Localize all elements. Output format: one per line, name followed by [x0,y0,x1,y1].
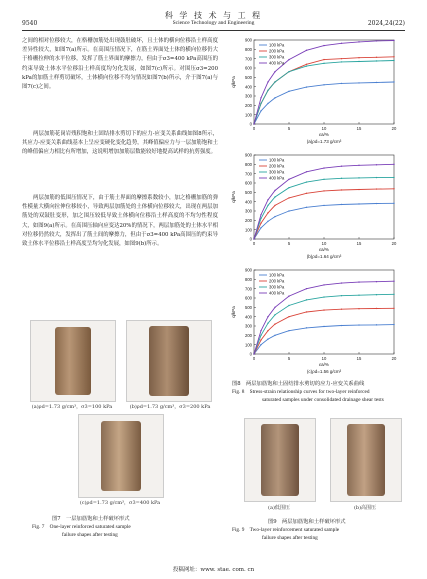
series-line-1 [254,82,394,124]
fig8-chart-c [228,264,406,379]
data-point [393,281,394,282]
series-line-2 [254,54,394,124]
data-point [267,199,268,200]
data-point [358,189,359,190]
data-point [306,299,307,300]
data-point [288,305,289,306]
journal-title-en: Science Technology and Engineering [172,20,255,26]
series-line-1 [254,203,394,239]
data-point [323,179,324,180]
y-tick-label: 700 [245,171,252,177]
x-tick-label: 15 [356,241,362,246]
fig9-title-en-1: Fig. 9 Two-layer reinforcement saturated sample [232,527,340,533]
data-point [274,314,275,315]
y-tick-label: 100 [245,227,252,233]
data-point [323,45,324,46]
data-point [306,50,307,51]
body-paragraph-3: 两层加筋的低围压情况下，由于筋土界面的摩擦系数较小，加之格栅加筋的弹性模量大横向拉伸位移较小，导致两层加筋处的土体横向位移较大，出现在两层加筋处的双鼓肚变形，加之围压较低导致土体横向位移沿土样高度的不均匀性程度大，如图9(a)所示。在高围压轴向应变达20%的情况下，两层加筋处的土体水平相对位移仍然较大，发挥出了筋土间的摩擦力，但由于σ3=400 kPa高围压的约束导致土体水平位移沿土样高度呈均匀化发展，如图9(b)所示。 [22,195,218,248]
y-tick-label: 500 [245,74,252,80]
data-point [267,221,268,222]
y-axis-label: q/kPa [231,76,236,88]
data-point [341,166,342,167]
y-tick-label: 300 [245,323,252,329]
data-point [393,324,394,325]
data-point [341,61,342,62]
fig9-caption-b: (b)高围压 [353,505,377,511]
journal-title-cn: 科 学 技 术 与 工 程 [164,11,263,20]
data-point [376,82,377,83]
data-point [323,326,324,327]
data-point [260,97,261,98]
legend-label-1: 100 kPa [269,42,285,48]
y-tick-label: 500 [245,304,252,310]
data-point [358,295,359,296]
data-point [376,164,377,165]
data-point [288,316,289,317]
data-point [274,323,275,324]
data-point [376,324,377,325]
x-tick-label: 10 [321,126,327,131]
data-point [393,40,394,41]
subplot-label: (b)ρd=1.64 g/cm³ [306,254,342,259]
data-point [306,65,307,66]
data-point [393,60,394,61]
data-point [341,325,342,326]
data-point [323,284,324,285]
legend-label-1: 100 kPa [269,157,285,163]
data-point [306,64,307,65]
y-tick-label: 200 [245,102,252,108]
y-axis-label: q/kPa [231,306,236,318]
y-tick-label: 0 [249,236,252,242]
data-point [306,327,307,328]
fig7-caption-b: (b)ρd=1.73 g/cm³，σ3=200 kPa [129,404,211,410]
data-point [306,181,307,182]
y-tick-label: 800 [245,46,252,52]
legend-label-2: 200 kPa [269,278,285,284]
legend-label-4: 400 kPa [269,290,285,296]
legend-label-4: 400 kPa [269,60,285,66]
fig7-photo-a [30,320,116,402]
subplot-label: (c)ρd=1.56 g/cm³ [306,369,342,374]
y-tick-label: 700 [245,56,252,62]
series-line-3 [254,61,394,125]
data-point [260,344,261,345]
legend-label-3: 300 kPa [269,169,285,175]
figure-7 [22,320,218,542]
y-tick-label: 300 [245,208,252,214]
fig9-caption-a: (a)低围压 [268,505,290,511]
y-tick-label: 900 [245,152,252,158]
data-point [358,177,359,178]
data-point [323,167,324,168]
data-point [358,308,359,309]
data-point [393,203,394,204]
legend-label-2: 200 kPa [269,48,285,54]
fig7-photo-b [126,320,212,402]
data-point [253,353,254,354]
header-rule [22,30,405,31]
fig7-title-en-1: Fig. 7 One-layer reinforced saturated sample [32,524,131,530]
data-point [341,189,342,190]
fig8-title-cn: 图8 两层加筋饱和土固结排水剪切的应力-应变关系曲线 [232,381,365,387]
y-tick-label: 200 [245,332,252,338]
fig7-photo-c [78,414,164,498]
data-point [288,179,289,180]
data-point [393,188,394,189]
fig7-caption-a: (a)ρd=1.73 g/cm³，σ3=100 kPa [31,404,113,410]
data-point [274,196,275,197]
page-footer: 投稿网址：www. stae. com. cn [172,567,255,573]
data-point [288,295,289,296]
y-tick-label: 0 [249,121,252,127]
data-point [393,81,394,82]
body-paragraph-2: 两层加筋花岗岩残积饱和土固结排水剪切下的应力-应变关系曲线如图8所示，其应力-应变关系曲线基本上呈应变硬化变化趋势，其峰值偏应力与一层加筋饱和土的峰值偏应力相比有所增加，这说明增加加筋层数能较好地提高试样的抗剪强度。 [22,131,218,156]
y-tick-label: 900 [245,267,252,273]
x-tick-label: 5 [287,356,291,361]
data-point [323,309,324,310]
data-point [306,86,307,87]
x-tick-label: 20 [391,241,397,246]
fig9-title-en-2: failure shapes after testing [262,535,318,541]
data-point [341,295,342,296]
data-point [323,84,324,85]
data-point [341,309,342,310]
data-point [288,59,289,60]
data-point [393,164,394,165]
fig9-photo-a [244,418,316,502]
data-point [267,316,268,317]
data-point [341,83,342,84]
data-point [288,91,289,92]
legend-label-1: 100 kPa [269,272,285,278]
fig8-title-en-1: Fig. 8 Stress-strain relationship curves for two-layer reinforced [232,389,370,395]
fig9-photo-b [330,418,402,502]
data-point [376,188,377,189]
data-point [306,207,307,208]
data-point [267,81,268,82]
y-tick-label: 600 [245,65,252,71]
data-point [260,335,261,336]
data-point [288,187,289,188]
data-point [260,222,261,223]
x-tick-label: 15 [356,126,362,131]
data-point [274,71,275,72]
fig9-title-cn: 图9 两层加筋饱和土样破坏形式 [268,519,346,525]
data-point [274,216,275,217]
data-point [393,294,394,295]
fig8-chart-a [228,34,406,149]
data-point [253,238,254,239]
data-point [341,43,342,44]
data-point [358,61,359,62]
data-point [306,311,307,312]
legend-label-2: 200 kPa [269,163,285,169]
data-point [267,338,268,339]
x-tick-label: 5 [287,241,291,246]
legend-label-4: 400 kPa [269,175,285,181]
data-point [267,103,268,104]
data-point [267,323,268,324]
data-point [267,90,268,91]
data-point [358,324,359,325]
data-point [393,177,394,178]
x-axis-label: εa/% [319,132,329,137]
data-point [274,335,275,336]
data-point [358,165,359,166]
data-point [376,308,377,309]
data-point [376,177,377,178]
data-point [260,214,261,215]
data-point [358,41,359,42]
page-number: 9540 [22,20,38,27]
y-tick-label: 700 [245,286,252,292]
data-point [260,330,261,331]
fig7-title-cn: 图7 一层加筋饱和土样破坏形式 [52,516,130,522]
x-tick-label: 20 [391,126,397,131]
data-point [376,281,377,282]
data-point [306,171,307,172]
data-point [274,97,275,98]
data-point [260,103,261,104]
data-point [267,212,268,213]
data-point [260,227,261,228]
y-tick-label: 300 [245,93,252,99]
x-tick-label: 0 [252,241,256,246]
legend-label-3: 300 kPa [269,54,285,60]
y-tick-label: 900 [245,37,252,43]
data-point [358,82,359,83]
data-point [267,330,268,331]
data-point [376,294,377,295]
data-point [341,204,342,205]
data-point [341,282,342,283]
x-tick-label: 20 [391,356,397,361]
y-tick-label: 800 [245,276,252,282]
data-point [358,281,359,282]
y-tick-label: 100 [245,342,252,348]
data-point [358,203,359,204]
data-point [323,63,324,64]
y-tick-label: 100 [245,112,252,118]
issue-info: 2024,24(22) [367,20,405,27]
subplot-label: (a)ρd=1.73 g/cm³ [306,139,342,144]
data-point [274,205,275,206]
data-point [376,40,377,41]
y-tick-label: 500 [245,189,252,195]
fig7-caption-c: (c)ρd=1.73 g/cm³，σ3=400 kPa [79,500,161,506]
data-point [288,197,289,198]
y-tick-label: 200 [245,217,252,223]
x-tick-label: 0 [252,356,256,361]
data-point [323,59,324,60]
data-point [323,296,324,297]
x-tick-label: 10 [321,356,327,361]
data-point [341,58,342,59]
data-point [306,193,307,194]
y-tick-label: 400 [245,199,252,205]
data-point [306,288,307,289]
data-point [253,123,254,124]
fig8-chart-b [228,149,406,264]
data-point [323,190,324,191]
data-point [260,339,261,340]
x-axis-label: εa/% [319,362,329,367]
y-axis-label: q/kPa [231,191,236,203]
y-tick-label: 600 [245,295,252,301]
data-point [376,57,377,58]
x-tick-label: 15 [356,356,362,361]
data-point [288,71,289,72]
y-tick-label: 0 [249,351,252,357]
data-point [323,205,324,206]
data-point [267,205,268,206]
fig7-title-en-2: failure shapes after testing [62,532,118,538]
y-tick-label: 800 [245,161,252,167]
data-point [274,81,275,82]
figure-8 [228,34,406,384]
x-axis-label: εa/% [319,247,329,252]
data-point [393,56,394,57]
data-point [260,110,261,111]
y-tick-label: 400 [245,314,252,320]
data-point [341,178,342,179]
x-tick-label: 0 [252,126,256,131]
y-tick-label: 600 [245,180,252,186]
data-point [288,330,289,331]
series-line-3 [254,177,394,239]
fig8-title-en-2: saturated samples under consolidated drainage shear tests [262,397,384,403]
x-tick-label: 5 [287,126,291,131]
data-point [376,203,377,204]
data-point [358,57,359,58]
data-point [393,308,394,309]
data-point [274,190,275,191]
series-line-1 [254,325,394,354]
body-paragraph-1: 之间的相对位移较大，在格栅加筋处出现鼓肚破坏，且土体的横向位移沿土样高度差异性较大，如图7(a)所示。在高围压情况下，在筋土界面处土体的横向位移仍大于格栅拉伸的水平位移，发挥了筋土界面的摩擦力，但由于σ3=400 kPa高围压的约束导致土体水平位移沿土样高度均匀化发展，如图7(c)所示。对围压σ3=200 kPa的加筋土样剪切破坏，土体横向位移不均匀情况如图7(b)所示，介于图7(a)与图7(c)之间。 [22,38,218,91]
data-point [274,307,275,308]
data-point [288,210,289,211]
data-point [376,60,377,61]
y-tick-label: 400 [245,84,252,90]
legend-label-3: 300 kPa [269,284,285,290]
x-tick-label: 10 [321,241,327,246]
